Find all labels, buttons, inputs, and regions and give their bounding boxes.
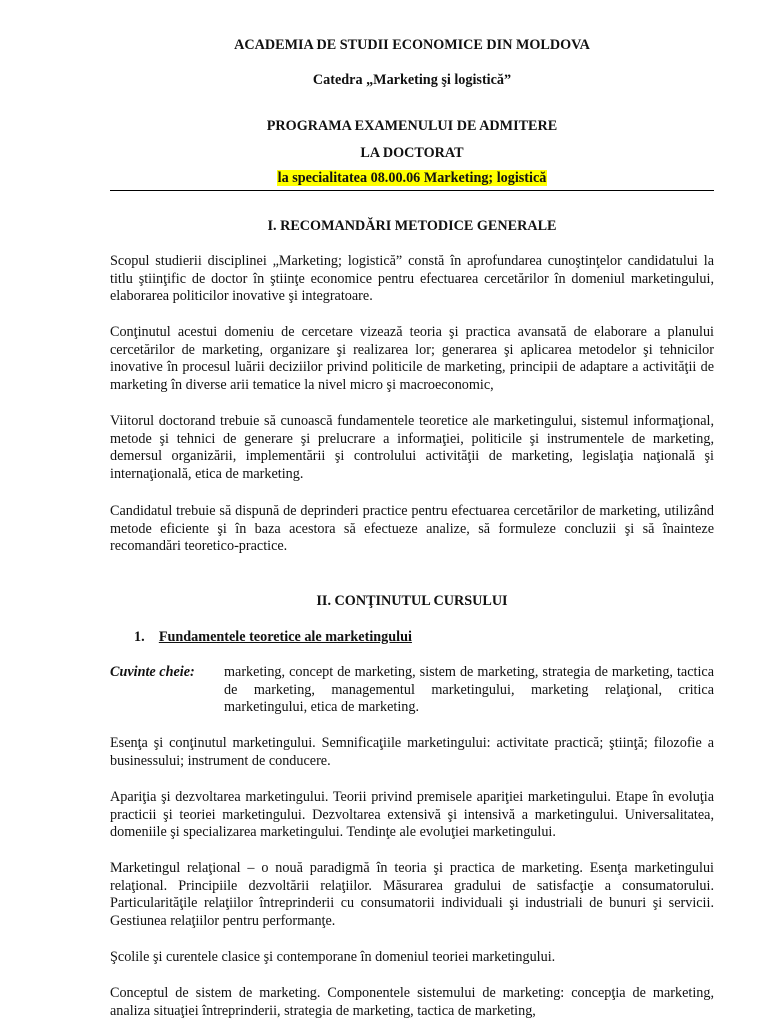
program-title: PROGRAMA EXAMENULUI DE ADMITERE (266, 118, 558, 134)
section-1-title: I. RECOMANDĂRI METODICE GENERALE (267, 218, 557, 234)
section-2-paragraph: Şcolile şi curentele clasice şi contemporane în domeniul teoriei marketingului. (110, 949, 556, 965)
program-subtitle: LA DOCTORAT (360, 145, 464, 161)
section-1-paragraph: Conţinutul acestui domeniu de cercetare vizează teoria şi practica avansată de elaborare a planului cercetărilor de marketing, organizare şi realizarea lor; generarea şi aplicarea metodelor şi tehnicilor inovative în procesul luării deciziilor privind politicile de marketing, principii de adaptare a activităţii de marketing în diverse arii tematice la nivel micro şi macroeconomic, (110, 324, 714, 393)
keywords-text: marketing, concept de marketing, sistem de marketing, strategia de marketing, tactica de marketing, managementul marketingului, marketing relaţional, critica marketingului, etica de marketing. (224, 664, 714, 716)
header-divider (110, 190, 714, 191)
keywords-label: Cuvinte cheie: (110, 664, 195, 680)
subsection-title: Fundamentele teoretice ale marketingului (158, 629, 412, 645)
subsection-number: 1. (134, 629, 145, 645)
department-name: Catedra „Marketing şi logistică” (312, 72, 512, 88)
section-1-paragraph: Candidatul trebuie să dispună de deprinderi practice pentru efectuarea cercetărilor de marketing, utilizând metode eficiente şi în baza acestora să efectueze analize, să formuleze concluzii şi să înainteze recomandări teoretico-practice. (110, 503, 714, 555)
section-2-title: II. CONŢINUTUL CURSULUI (316, 593, 508, 609)
section-2-paragraph: Conceptul de sistem de marketing. Componentele sistemului de marketing: concepţia de marketing, analiza situaţiei întreprinderii, strategia de marketing, tactica de marketing, (110, 985, 714, 1019)
section-1-paragraph: Scopul studierii disciplinei „Marketing; logistică” constă în aprofundarea cunoştinţelor candidatului la titlu ştiinţific de doctor în ştiinţe economice pentru efectuarea cercetărilor în domeniul marketingului, elaborarea politicilor inovative şi integratoare. (110, 253, 714, 305)
specialty-highlight: la specialitatea 08.00.06 Marketing; logistică (277, 170, 547, 186)
section-2-paragraph: Marketingul relaţional – o nouă paradigmă în teoria şi practica de marketing. Esenţa marketingului relaţional. Principiile dezvoltării relaţiilor. Măsurarea gradului de satisfacţie a consumatorului. Particularităţile relaţiilor întreprinderii cu consumatorii individuali şi industriali de bunuri şi servicii. Gestiunea relaţiilor pentru performanţe. (110, 860, 714, 929)
section-1-paragraph: Viitorul doctorand trebuie să cunoască fundamentele teoretice ale marketingului, sistemul informaţional, metode şi tehnici de generare şi prelucrare a informaţiei, politicile şi instrumentele de marketing, demersul organizării, implementării şi controlului activităţii de marketing, legislaţia naţională şi internaţională, etica de marketing. (110, 413, 714, 482)
subsection-heading (134, 629, 412, 647)
section-2-paragraph: Esenţa şi conţinutul marketingului. Semnificaţiile marketingului: activitate practică; ştiinţă; filozofie a businessului; instrument de conducere. (110, 735, 714, 769)
section-2-paragraph: Apariţia şi dezvoltarea marketingului. Teorii privind premisele apariţiei marketingului. Etape în evoluţia practicii şi teoriei marketingului. Dezvoltarea extensivă şi intensivă a marketingului. Universalitatea, domeniile şi specializarea marketingului. Tendinţe ale evoluţiei marketingului. (110, 789, 714, 841)
institution-name: ACADEMIA DE STUDII ECONOMICE DIN MOLDOVA (234, 37, 590, 53)
specialty-line (110, 170, 714, 188)
